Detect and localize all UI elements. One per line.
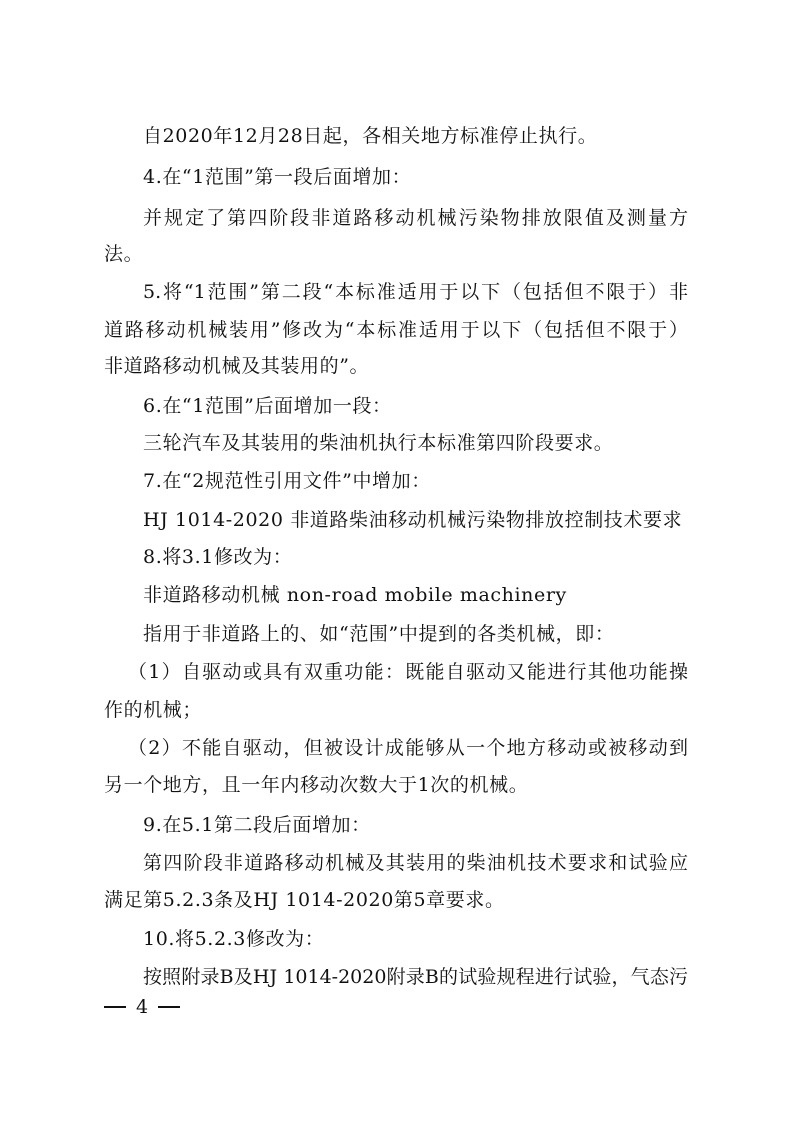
body-line: 非道路移动机械 non-road mobile machinery bbox=[143, 584, 567, 606]
footer-dash-right bbox=[158, 1006, 180, 1008]
body-line: 并规定了第四阶段非道路移动机械污染物排放限值及测量方 bbox=[143, 207, 688, 229]
body-line: 第四阶段非道路移动机械及其装用的柴油机技术要求和试验应 bbox=[143, 852, 688, 874]
body-line: 非道路移动机械及其装用的”。 bbox=[104, 355, 370, 377]
body-line: 10.将5.2.3修改为： bbox=[143, 928, 325, 950]
body-line: 指用于非道路上的、如“范围”中提到的各类机械，即： bbox=[143, 623, 615, 645]
body-line: 按照附录B及HJ 1014-2020附录B的试验规程进行试验，气态污 bbox=[143, 966, 688, 988]
body-line: 法。 bbox=[104, 243, 144, 265]
body-line: 6.在“1范围”后面增加一段： bbox=[143, 395, 392, 417]
body-line: 道路移动机械装用”修改为“本标准适用于以下（包括但不限于） bbox=[104, 319, 688, 341]
body-line: 7.在“2规范性引用文件”中增加： bbox=[143, 470, 431, 492]
body-line: 另一个地方，且一年内移动次数大于1次的机械。 bbox=[104, 774, 529, 796]
page-number: 4 bbox=[136, 996, 149, 1018]
page-number-footer bbox=[104, 995, 180, 1019]
body-line: 满足第5.2.3条及HJ 1014-2020第5章要求。 bbox=[104, 889, 505, 911]
body-line: 9.在5.1第二段后面增加： bbox=[143, 814, 371, 836]
body-line: 4.在“1范围”第一段后面增加： bbox=[143, 166, 412, 188]
body-line: （1）自驱动或具有双重功能：既能自驱动又能进行其他功能操 bbox=[128, 661, 688, 683]
body-line: 三轮汽车及其装用的柴油机执行本标准第四阶段要求。 bbox=[143, 432, 614, 454]
body-line: HJ 1014-2020 非道路柴油移动机械污染物排放控制技术要求 bbox=[143, 509, 683, 531]
body-line: 8.将3.1修改为： bbox=[143, 546, 293, 568]
body-line: 5.将“1范围”第二段“本标准适用于以下（包括但不限于）非 bbox=[143, 281, 688, 303]
body-line: （2）不能自驱动，但被设计成能够从一个地方移动或被移动到 bbox=[128, 737, 688, 759]
footer-dash-left bbox=[104, 1006, 126, 1008]
body-line: 自2020年12月28日起，各相关地方标准停止执行。 bbox=[143, 125, 598, 147]
body-line: 作的机械； bbox=[104, 699, 203, 721]
